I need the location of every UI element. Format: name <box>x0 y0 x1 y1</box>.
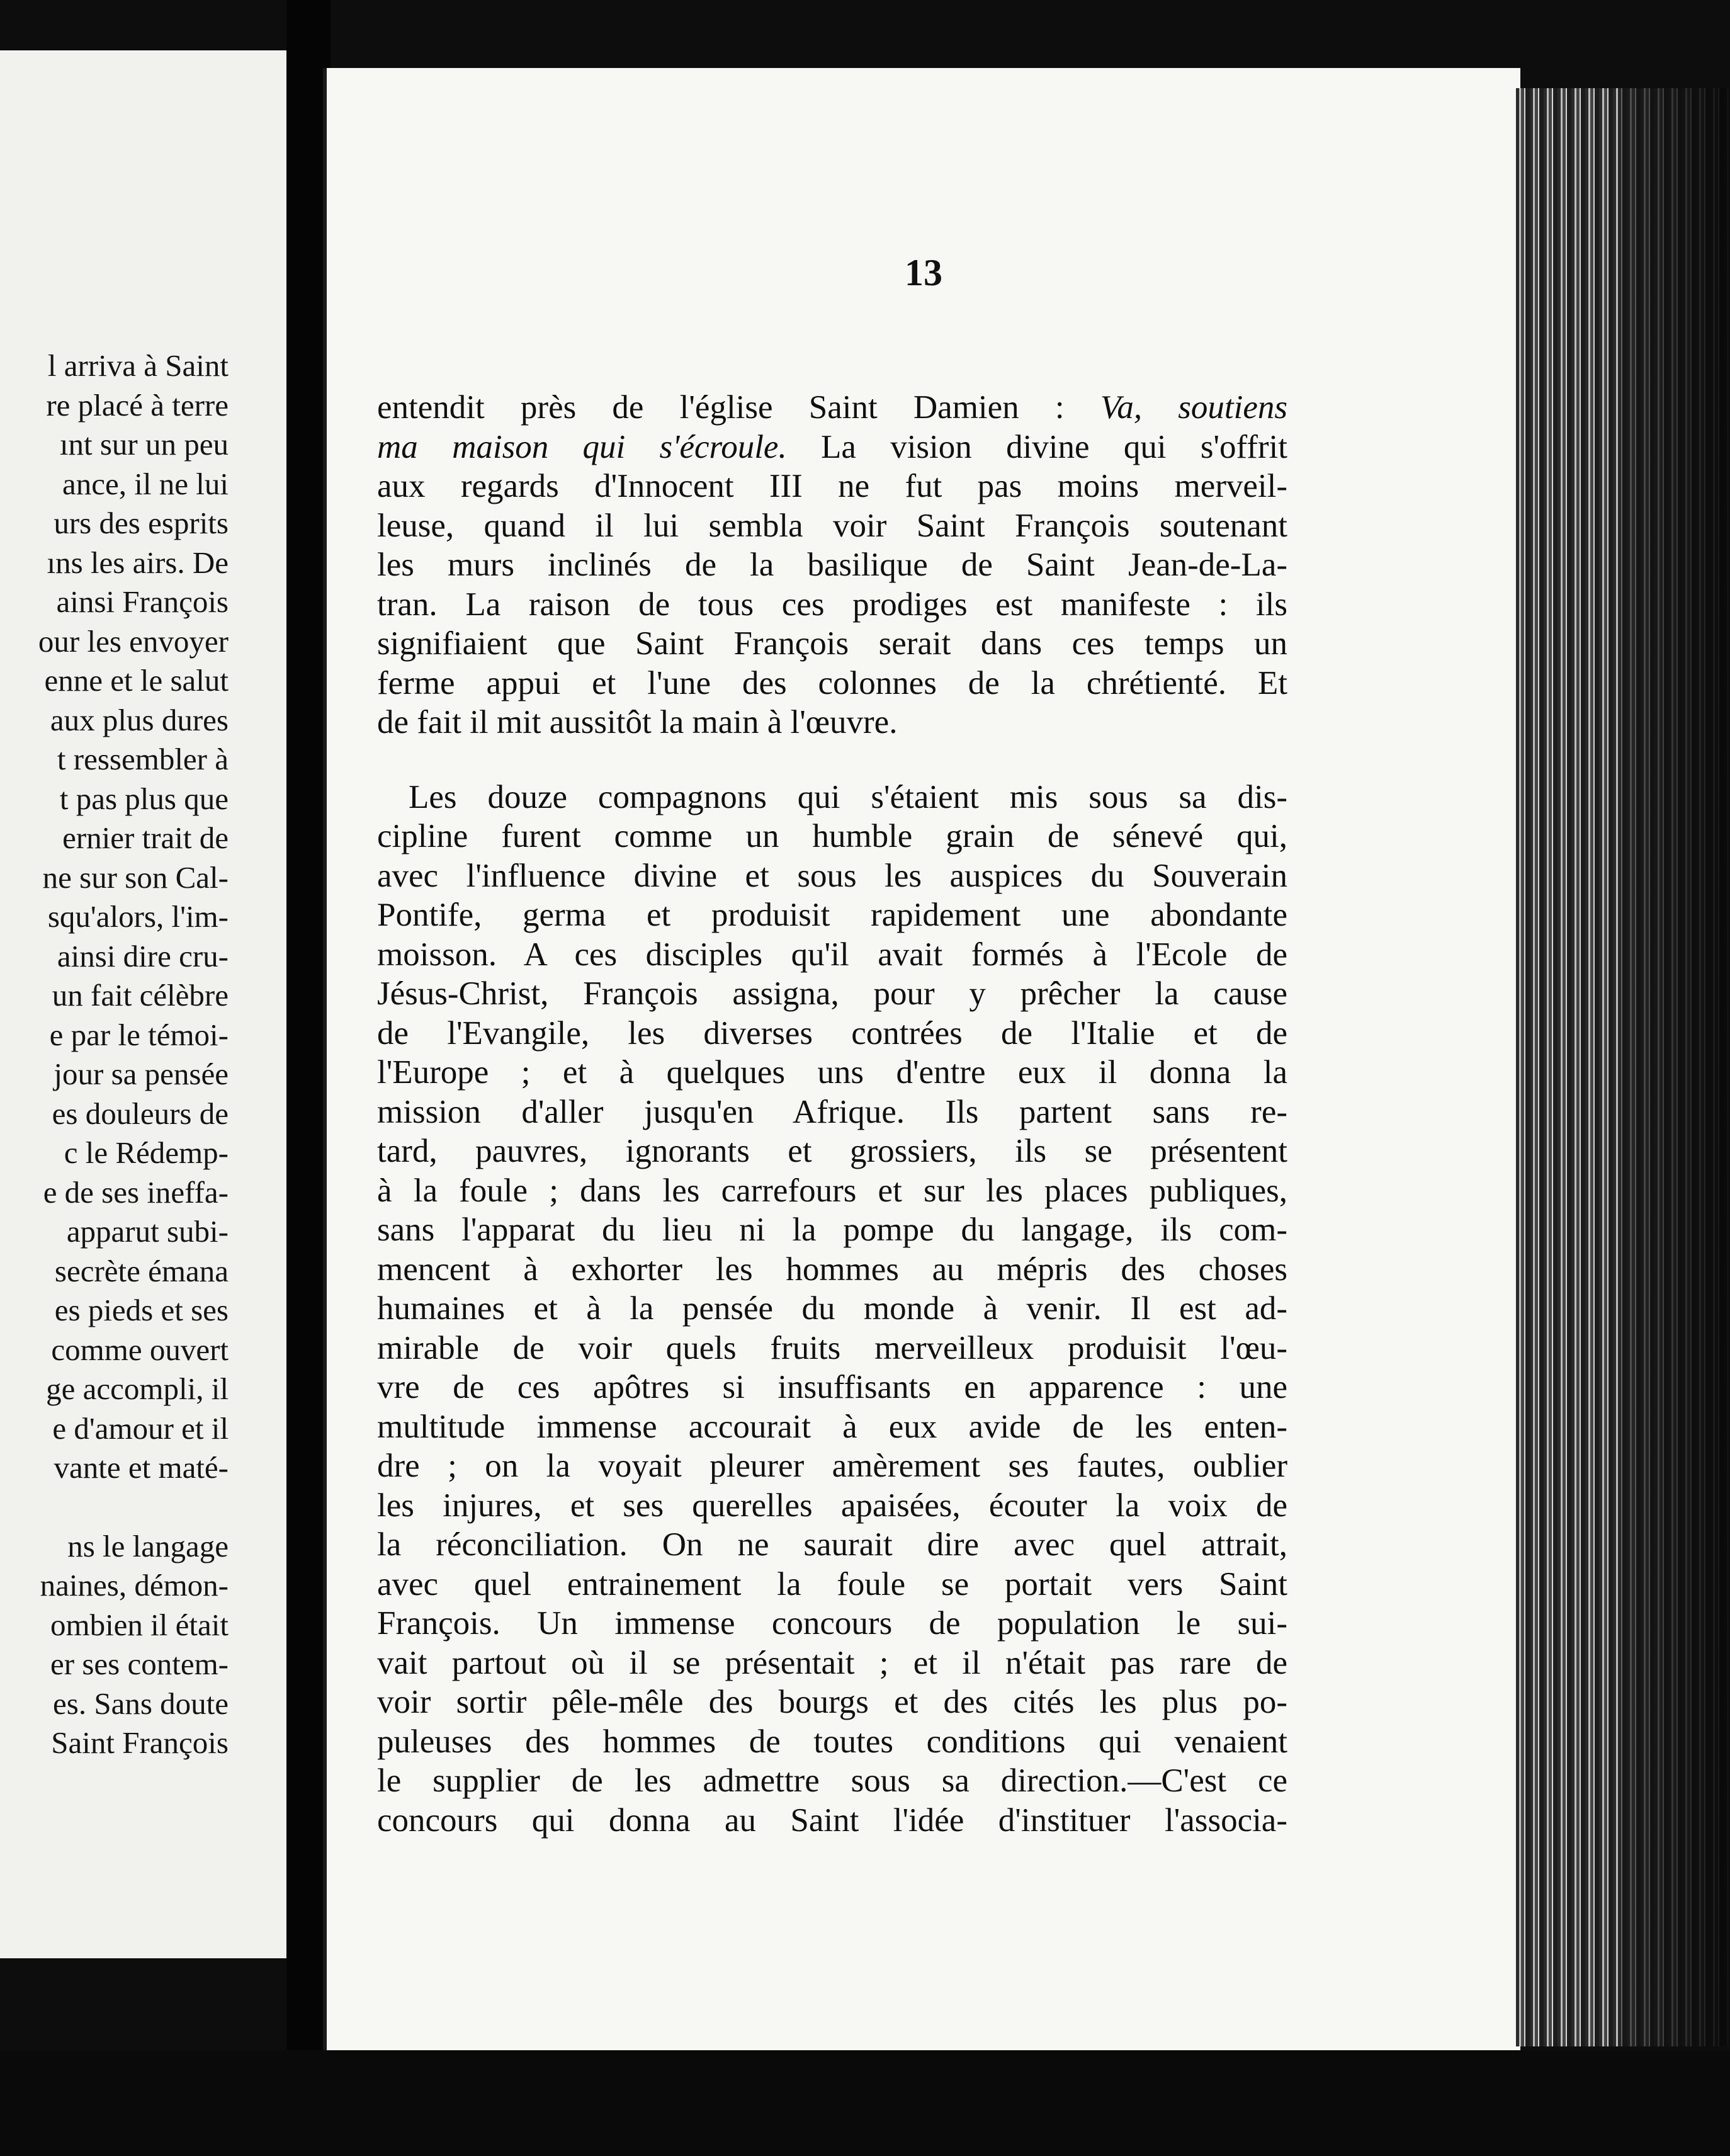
text-line: concours qui donna au Saint l'idée d'instituer l'associa- <box>377 1801 1287 1839</box>
text-line: humaines et à la pensée du monde à venir. Il est ad- <box>377 1290 1287 1327</box>
text-line: sans l'apparat du lieu ni la pompe du langage, ils com- <box>377 1211 1287 1248</box>
text-line: l'Europe ; et à quelques uns d'entre eux il donna la <box>377 1054 1287 1091</box>
previous-page-line: e de ses ineffa- <box>43 1174 229 1210</box>
text-line: vait partout où il se présentait ; et il n'était pas rare de <box>377 1644 1287 1681</box>
previous-page-line: apparut subi- <box>66 1214 229 1249</box>
text-line: moisson. A ces disciples qu'il avait formés à l'Ecole de <box>377 936 1287 973</box>
previous-page-line: Saint François <box>51 1725 229 1760</box>
text-line: voir sortir pêle-mêle des bourgs et des cités les plus po- <box>377 1684 1287 1720</box>
text-line: ferme appui et l'une des colonnes de la chrétienté. Et <box>377 664 1287 701</box>
previous-page-line: our les envoyer <box>38 623 229 659</box>
scan-bottom-border <box>0 2050 1730 2156</box>
text-line: avec quel entrainement la foule se portait vers Saint <box>377 1565 1287 1603</box>
text-line: mission d'aller jusqu'en Afrique. Ils partent sans re- <box>377 1093 1287 1130</box>
text-line: Jésus-Christ, François assigna, pour y prêcher la cause <box>377 975 1287 1012</box>
text-line: de fait il mit aussitôt la main à l'œuvre. <box>377 704 898 740</box>
previous-page-line: ne sur son Cal- <box>42 860 229 895</box>
text-line: dre ; on la voyait pleurer amèrement ses fautes, oublier <box>377 1448 1287 1484</box>
text-line: leuse, quand il lui sembla voir Saint François soutenant <box>377 507 1287 544</box>
text-line: François. Un immense concours de population le sui- <box>377 1605 1287 1642</box>
previous-page-line: e d'amour et il <box>52 1410 229 1446</box>
paragraph-gap <box>38 1488 229 1527</box>
italic-quote: Va, soutiens <box>1100 389 1287 426</box>
previous-page-line: e par le témoi- <box>49 1017 229 1052</box>
text-line: aux regards d'Innocent III ne fut pas moins merveil- <box>377 468 1287 504</box>
text-line: multitude immense accourait à eux avide de les enten- <box>377 1408 1287 1445</box>
text-line: la réconciliation. On ne saurait dire avec quel attrait, <box>377 1526 1287 1563</box>
previous-page-line: es pieds et ses <box>54 1293 229 1327</box>
previous-page-line: l arriva à Saint <box>47 348 229 383</box>
previous-page-line: t pas plus que <box>59 781 229 816</box>
previous-page-line: re placé à terre <box>46 387 229 423</box>
previous-page-line: comme ouvert <box>51 1332 229 1367</box>
previous-page-line: es douleurs de <box>52 1096 229 1131</box>
previous-page-line: ge accompli, il <box>46 1371 229 1406</box>
text-line: tard, pauvres, ignorants et grossiers, ils se présentent <box>377 1133 1287 1169</box>
text-segment: La vision divine qui s'offrit <box>786 428 1287 465</box>
page-number: 13 <box>905 252 942 293</box>
previous-page-line: urs des esprits <box>54 506 229 540</box>
text-line: signifiaient que Saint François serait dans ces temps un <box>377 625 1287 662</box>
previous-page-line: ınt sur un peu <box>59 427 229 462</box>
page-stack-shadow <box>1618 88 1730 2046</box>
previous-page-line: er ses contem- <box>50 1647 229 1681</box>
text-segment: entendit près de l'église Saint Damien : <box>377 389 1100 426</box>
text-line: les injures, et ses querelles apaisées, écouter la voix de <box>377 1487 1287 1524</box>
text-line: cipline furent comme un humble grain de sénevé qui, <box>377 818 1287 854</box>
previous-page-line: secrète émana <box>54 1253 229 1288</box>
text-line: avec l'influence divine et sous les auspices du Souverain <box>377 857 1287 894</box>
paragraph-gap <box>377 742 1287 778</box>
text-line: le supplier de les admettre sous sa direction.—C'est ce <box>377 1762 1287 1799</box>
page-body-text <box>377 388 1287 1840</box>
text-line: tran. La raison de tous ces prodiges est manifeste : ils <box>377 586 1287 623</box>
previous-page-line: enne et le salut <box>44 663 229 698</box>
previous-page-text <box>38 346 229 1763</box>
text-line: Pontife, germa et produisit rapidement une abondante <box>377 897 1287 933</box>
previous-page-line: ainsi François <box>56 584 229 619</box>
previous-page-line: naines, démon- <box>40 1568 229 1603</box>
previous-page <box>0 50 286 1958</box>
text-line: de l'Evangile, les diverses contrées de l'Italie et de <box>377 1014 1287 1052</box>
previous-page-line: c le Rédemp- <box>64 1135 229 1170</box>
text-line <box>377 428 1287 467</box>
previous-page-line: jour sa pensée <box>54 1057 229 1091</box>
previous-page-line: vante et maté- <box>54 1450 229 1485</box>
text-line: Les douze compagnons qui s'étaient mis sous sa dis- <box>409 778 1287 815</box>
previous-page-line: ombien il était <box>50 1607 229 1642</box>
text-line: puleuses des hommes de toutes conditions qui venaient <box>377 1723 1287 1760</box>
previous-page-line: ernier trait de <box>62 820 229 855</box>
text-line <box>377 388 1287 428</box>
text-line: vre de ces apôtres si insuffisants en apparence : une <box>377 1369 1287 1405</box>
previous-page-line: squ'alors, l'im- <box>47 899 229 934</box>
previous-page-line: aux plus dures <box>50 702 229 737</box>
italic-quote: ma maison qui s'écroule. <box>377 428 787 465</box>
previous-page-line: ance, il ne lui <box>62 466 229 501</box>
previous-page-line: ns le langage <box>67 1528 229 1563</box>
text-line: mirable de voir quels fruits merveilleux produisit l'œu- <box>377 1329 1287 1366</box>
text-line: mencent à exhorter les hommes au mépris des choses <box>377 1251 1287 1288</box>
previous-page-line: un fait célèbre <box>52 978 229 1013</box>
previous-page-line: es. Sans doute <box>53 1686 229 1721</box>
previous-page-line: t ressembler à <box>57 742 229 776</box>
text-line: à la foule ; dans les carrefours et sur les places publiques, <box>377 1172 1287 1209</box>
previous-page-line: ainsi dire cru- <box>57 938 229 973</box>
current-page <box>323 68 1520 2050</box>
previous-page-line: ıns les airs. De <box>47 545 229 580</box>
text-line: les murs inclinés de la basilique de Saint Jean-de-La- <box>377 547 1287 583</box>
